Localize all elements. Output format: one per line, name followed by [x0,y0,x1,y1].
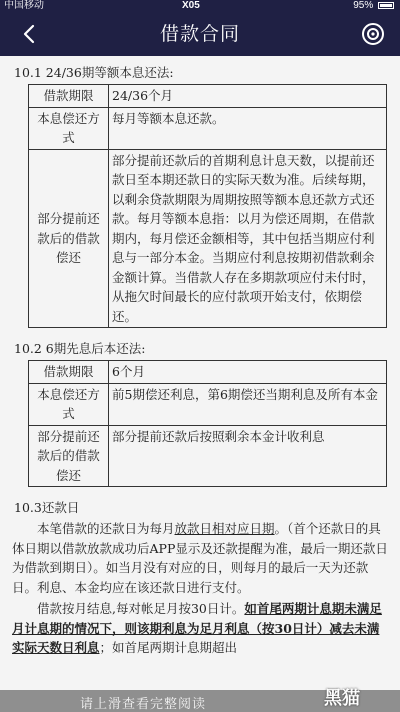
row-label: 借款期限 [29,85,109,108]
section-heading-10-1: 10.1 24/36期等额本息还法: [14,65,174,80]
para-bold-underlined: 如首尾两期计息期未满足月计息期的情况下，则该期利息为足月利息（按30日计）减去未满实际天数日利息 [12,601,382,655]
para-underlined: 放款日相对应日期 [174,521,275,536]
para-text: 。（首个还款日的具体日期以借款放款成功后APP显示及还款提醒为准，最后一期还款日为借款到期日）。如当月没有对应的日，则每月的最后一天为还款日。利息、本金均应在该还款日进行支付。 [12,521,388,595]
table-row [29,85,387,108]
battery-percent: 95% [353,0,374,11]
section-heading-10-3: 10.3还款日 [14,500,80,515]
para-text: ；如首尾两期计息期超出 [99,640,238,655]
interest-settlement-paragraph [12,599,390,658]
table-row [29,425,387,487]
carrier-label: 中国移动 [4,0,44,11]
nav-bar [0,12,400,56]
table-row [29,149,387,328]
para-text: 本笔借款的还款日为每月 [37,521,175,536]
table-row [29,383,387,425]
contract-content[interactable] [0,56,400,712]
para-text: 借款按月结息,每对帐足月按30日计。 [37,601,245,616]
row-label: 部分提前还款后的借款偿还 [29,149,109,328]
row-label: 借款期限 [29,361,109,384]
battery-indicator [353,0,394,12]
repayment-day-paragraph [12,519,390,597]
status-time: X05 [182,0,200,11]
status-bar [0,0,400,12]
row-label: 部分提前还款后的借款偿还 [29,425,109,487]
table-10-2 [28,360,387,487]
scroll-hint-text: 请上滑查看完整阅读 [80,697,207,712]
row-label: 本息偿还方式 [29,107,109,149]
scroll-hint-bar[interactable] [0,690,400,712]
row-value: 前5期偿还利息，第6期偿还当期利息及所有本金 [109,383,387,425]
row-value: 每月等额本息还款。 [109,107,387,149]
page-title: 借款合同 [159,23,240,45]
target-icon [360,21,386,47]
section-heading-10-2: 10.2 6期先息后本还法: [14,341,146,356]
watermark-logo: 黑猫 [324,688,360,709]
table-row [29,361,387,384]
row-value: 部分提前还款后的首期利息计息天数，以提前还款日至本期还款日的实际天数为准。后续每期，以剩余贷款期限为周期按照等额本息还款方式还款。每月等额本息指：以月为偿还周期，在借款期内，每月偿还金额相等，其中包括当期应付利息与一部分本金。当期应付利息按期初借款剩余金额计算。当借款人存在多期款项应付未付时，从拖欠时间最长的应付款项开始支付，依期偿还。 [109,149,387,328]
battery-icon [378,2,394,9]
row-value: 部分提前还款后按照剩余本金计收利息 [109,425,387,487]
row-value: 6个月 [109,361,387,384]
table-10-1 [28,84,387,328]
row-label: 本息偿还方式 [29,383,109,425]
table-row [29,107,387,149]
more-button[interactable] [358,19,388,49]
row-value: 24/36个月 [109,85,387,108]
